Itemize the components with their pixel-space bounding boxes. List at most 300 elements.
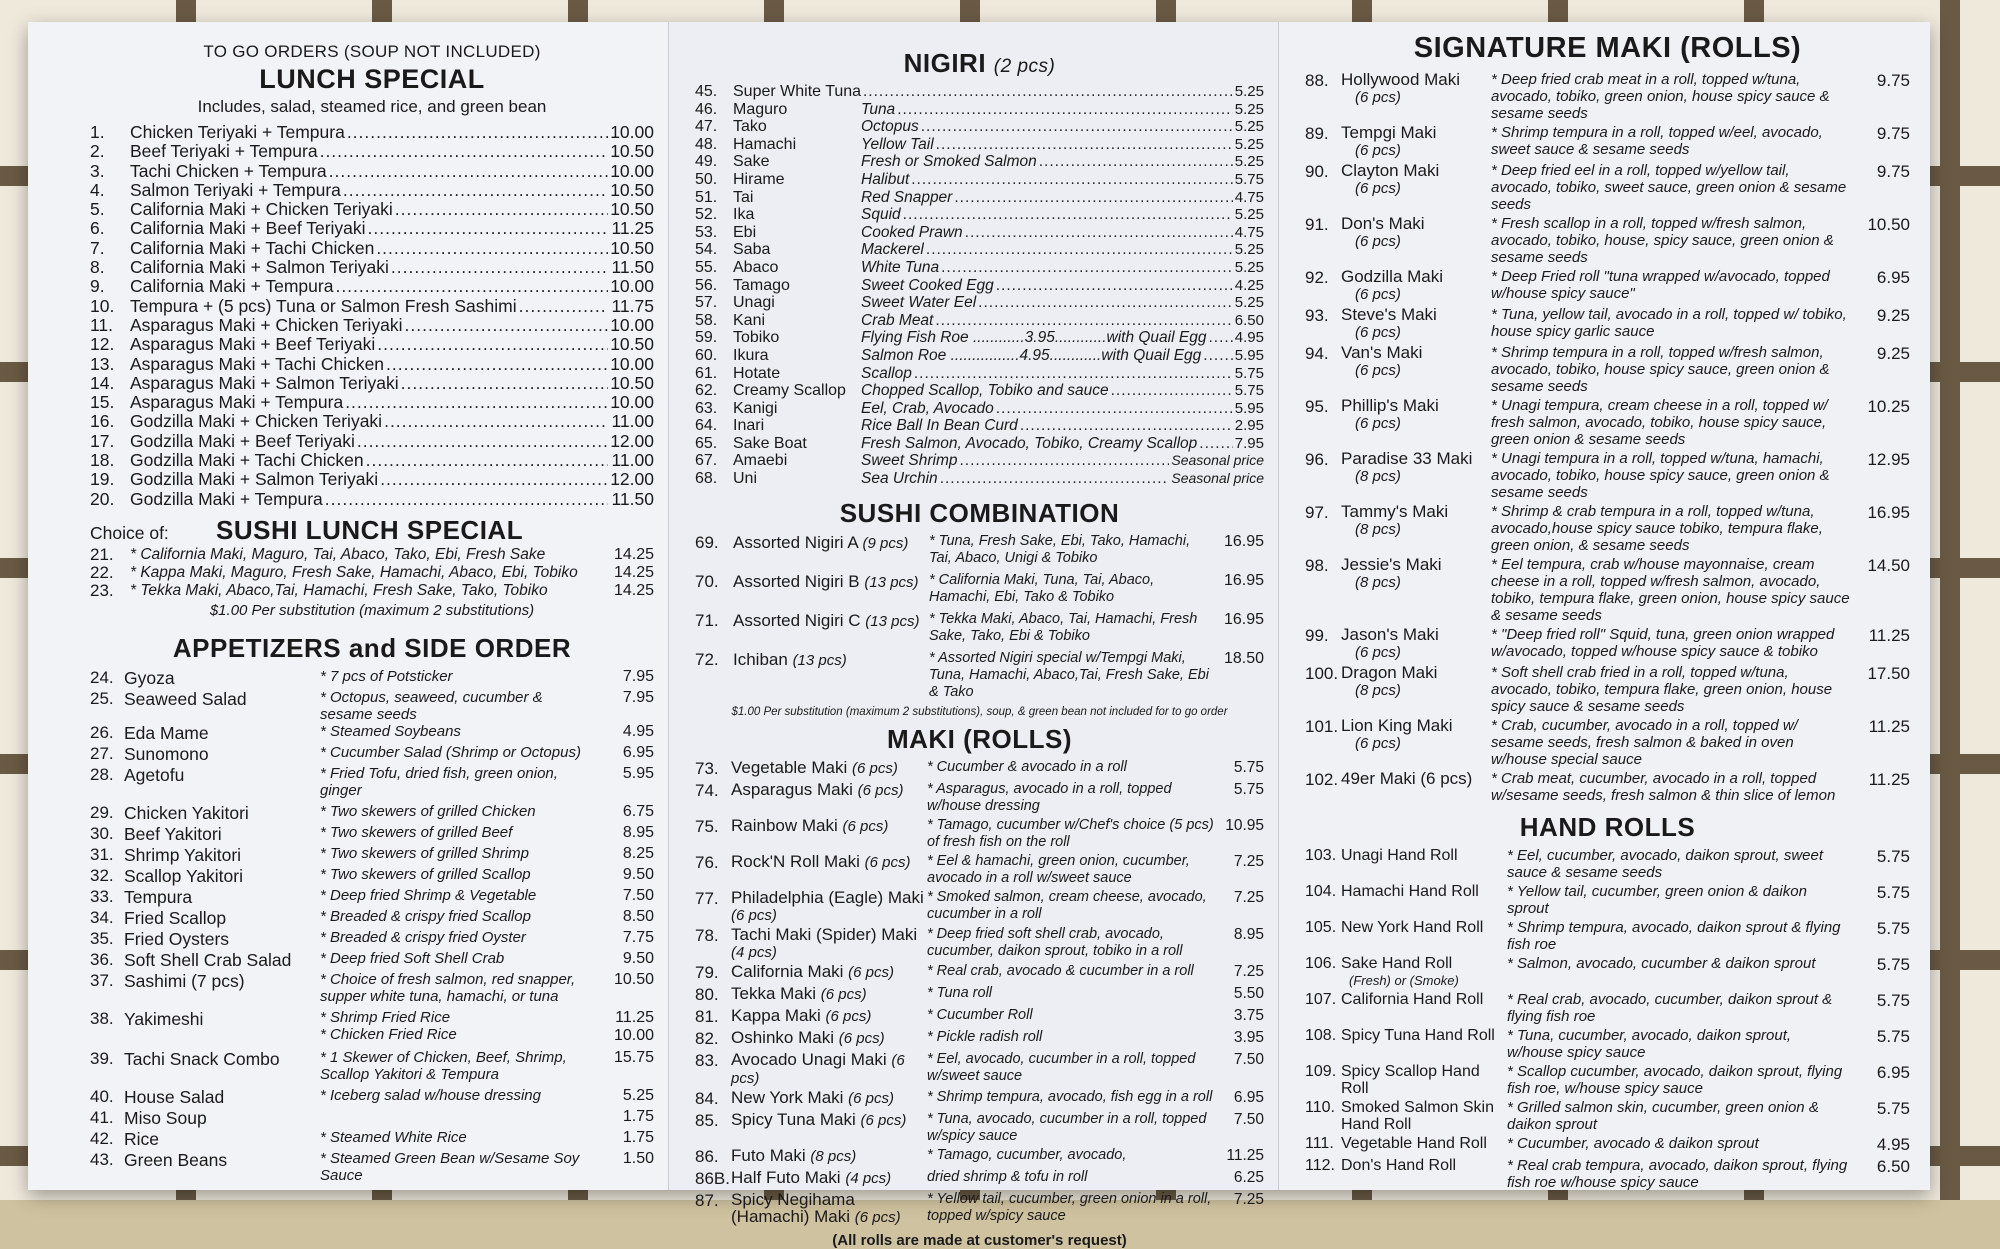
item-name-text: Tachi Maki (Spider) Maki (731, 924, 918, 944)
item-name (1341, 556, 1491, 624)
dot-leader (941, 259, 1233, 277)
dot-leader (903, 206, 1233, 224)
item-price: 5.75 (1876, 883, 1910, 902)
item-number: 70. (695, 571, 719, 591)
dot-leader (926, 241, 1233, 259)
item-price: 8.25 (622, 844, 654, 862)
item-name: Shrimp Yakitori (124, 844, 242, 865)
item-price: 9.75 (1876, 71, 1910, 90)
item-name-text: Spicy Tuna Hand Roll (1341, 1027, 1495, 1044)
item-description: Chopped Scallop, Tobiko and sauce (861, 382, 1109, 400)
nigiri-item (695, 329, 1264, 347)
item-name: Tamago (733, 276, 790, 294)
item-name-text: Godzilla Maki (1341, 267, 1444, 286)
item-name-text: Phillip's Maki (1341, 396, 1439, 415)
item-name (731, 1169, 927, 1189)
item-name: Kanigi (733, 399, 778, 417)
appetizer-item (90, 765, 654, 799)
nigiri-title-note: (2 pcs) (993, 56, 1056, 77)
item-name: Super White Tuna (733, 83, 862, 100)
item-description: Tuna (861, 100, 896, 118)
item-number: 45. (695, 83, 718, 100)
item-price: 10.50 (610, 237, 654, 258)
item-description: * Real crab, avocado, cucumber, daikon sprout & flying fish roe (1507, 991, 1833, 1025)
item-description: * Breaded & crispy fried Oyster (320, 928, 526, 946)
dot-leader (405, 316, 608, 335)
item-number: 102. (1305, 770, 1339, 789)
item-price: 5.25 (622, 1086, 654, 1104)
item-price: 7.25 (1233, 1190, 1264, 1208)
lunch-item (90, 181, 654, 200)
item-name (731, 1029, 927, 1049)
item-number: 10. (90, 295, 115, 316)
nigiri-item (695, 101, 1264, 119)
item-name-text: Lion King Maki (1341, 716, 1453, 735)
item-price: 9.50 (622, 865, 654, 883)
item-price: 5.25 (1234, 153, 1264, 171)
appetizer-item (90, 1009, 654, 1045)
maki-title: MAKI (ROLLS) (886, 723, 1073, 754)
item-name (731, 1051, 927, 1087)
item-name: California Maki + Tempura (130, 276, 334, 297)
item-name: Tempura (124, 886, 193, 907)
item-name: Eda Mame (124, 722, 209, 743)
item-number: 9. (90, 276, 105, 297)
item-price: 3.75 (1233, 1006, 1264, 1024)
item-number: 111. (1305, 1135, 1334, 1152)
dot-leader (1203, 347, 1233, 365)
item-name (1341, 1157, 1507, 1191)
nigiri-item (695, 153, 1264, 171)
lunch-item (90, 451, 654, 470)
item-piece-count: (4 pcs) (845, 1169, 892, 1187)
hand-rolls-title: HAND ROLLS (1519, 812, 1696, 842)
item-name (1341, 1063, 1507, 1097)
item-name: Asparagus Maki + Salmon Teriyaki (130, 372, 399, 393)
item-price: 4.95 (1876, 1135, 1910, 1154)
item-number: 21. (90, 544, 114, 564)
item-name (731, 1089, 927, 1109)
dot-leader (377, 335, 608, 354)
item-name: Tai (733, 188, 754, 206)
dot-leader (380, 470, 608, 489)
item-name-text: Assorted Nigiri B (733, 571, 860, 591)
item-name: Seaweed Salad (124, 688, 247, 709)
nigiri-list (695, 83, 1264, 488)
item-piece-count: (6 pcs) (1355, 415, 1401, 432)
item-description: * Cucumber Roll (927, 1006, 1033, 1023)
item-price: 12.00 (610, 469, 654, 490)
item-name: Amaebi (733, 452, 788, 470)
nigiri-item (695, 382, 1264, 400)
signature-maki-item (1305, 626, 1910, 662)
item-price: 8.50 (622, 907, 654, 925)
item-description: Fresh Salmon, Avocado, Tobiko, Creamy Scallop (861, 434, 1198, 452)
item-description: * Deep fried Shrimp & Vegetable (320, 886, 537, 904)
item-name-text: Don's Hand Roll (1341, 1157, 1457, 1174)
item-piece-count: (6 pcs) (820, 985, 867, 1003)
item-price: 10.95 (1225, 816, 1264, 834)
item-number: 99. (1305, 626, 1329, 645)
nigiri-item (695, 435, 1264, 453)
nigiri-item (695, 206, 1264, 224)
item-number: 3. (90, 160, 105, 181)
item-piece-count: (6 pcs) (842, 817, 889, 835)
item-name: Rice (124, 1128, 160, 1149)
item-name: Sake Boat (733, 434, 807, 452)
item-name: Asparagus Maki + Chicken Teriyaki (130, 314, 403, 335)
item-name-text: Half Futo Maki (731, 1167, 841, 1187)
item-number: 33. (90, 886, 114, 906)
item-description: Cooked Prawn (861, 223, 963, 241)
dot-leader (395, 200, 608, 219)
item-description: Salmon Roe ................4.95............with Quail Egg (861, 346, 1202, 364)
item-number: 26. (90, 722, 114, 742)
item-price: 11.25 (1226, 1146, 1264, 1164)
nigiri-title-text: NIGIRI (903, 48, 987, 78)
nigiri-item (695, 470, 1264, 488)
appetizer-item (90, 1129, 654, 1150)
item-description: * Tuna roll (927, 984, 993, 1001)
item-description: * Two skewers of grilled Shrimp (320, 844, 529, 862)
dot-leader (1208, 329, 1232, 347)
item-price: 11.50 (611, 488, 654, 509)
item-description: * Smoked salmon, cream cheese, avocado, cucumber in a roll (927, 888, 1207, 922)
item-description: * Scallop cucumber, avocado, daikon sprout, flying fish roe, w/house spicy sauce (1507, 1063, 1843, 1097)
item-name-text: Kappa Maki (731, 1005, 821, 1025)
item-name: Tachi Snack Combo (124, 1048, 280, 1069)
item-name-text: Sake Hand Roll (1341, 955, 1453, 972)
item-name (1341, 626, 1491, 662)
item-number: 34. (90, 907, 114, 927)
item-number: 48. (695, 135, 718, 153)
item-description: * Tuna, Fresh Sake, Ebi, Tako, Hamachi, Tai, Abaco, Unigi & Tobiko (929, 532, 1191, 566)
item-description: * Tekka Maki, Abaco,Tai, Hamachi, Fresh Sake, Tako, Tobiko (130, 581, 548, 599)
item-description: * Eel & hamachi, green onion, cucumber, avocado in a roll w/sweet sauce (927, 852, 1190, 886)
maki-item (695, 963, 1264, 983)
hand-roll-item (1305, 1027, 1910, 1061)
item-price: 5.95 (622, 764, 654, 782)
item-name: California Maki + Salmon Teriyaki (130, 257, 389, 278)
nigiri-item (695, 400, 1264, 418)
item-description: Fresh or Smoked Salmon (861, 153, 1037, 171)
signature-maki-item (1305, 215, 1910, 266)
item-number: 46. (695, 100, 718, 118)
hand-roll-item (1305, 955, 1910, 989)
item-number: 98. (1305, 556, 1329, 575)
item-price: 10.00 (610, 392, 654, 413)
lunch-item (90, 470, 654, 489)
item-price: 5.50 (1233, 984, 1264, 1002)
item-piece-count: (6 pcs) (848, 963, 895, 981)
combination-item (695, 650, 1264, 701)
item-price: 5.75 (1876, 847, 1910, 866)
item-name (1341, 847, 1507, 881)
item-name: Kani (733, 311, 766, 329)
item-number: 100. (1305, 664, 1339, 683)
hand-roll-item (1305, 847, 1910, 881)
item-price: 11.00 (611, 411, 654, 432)
item-name (731, 1147, 927, 1167)
nigiri-item (695, 294, 1264, 312)
choice-label: Choice of: (90, 522, 169, 543)
appetizers-title: APPETIZERS and SIDE ORDER (172, 632, 572, 663)
item-description: * Pickle radish roll (927, 1028, 1043, 1045)
lunch-item (90, 490, 654, 509)
item-number: 72. (695, 649, 719, 669)
item-name-text: Spicy Tuna Maki (731, 1109, 856, 1129)
item-description: * Deep fried eel in a roll, topped w/yellow tail, avocado, tobiko, sweet sauce, green onion & sesame seeds (1491, 162, 1847, 213)
item-name-text: Smoked Salmon Skin Hand Roll (1341, 1099, 1494, 1133)
item-description: * Tekka Maki, Abaco, Tai, Hamachi, Fresh Sake, Tako, Ebi & Tobiko (929, 610, 1198, 644)
item-description: dried shrimp & tofu in roll (927, 1168, 1088, 1185)
item-name-text: Vegetable Maki (731, 757, 848, 777)
item-name-text: Rock'N Roll Maki (731, 851, 860, 871)
item-description: Eel, Crab, Avocado (861, 399, 994, 417)
nigiri-item (695, 365, 1264, 383)
sushi-lunch-header (90, 515, 654, 546)
item-piece-count: (6 pcs) (857, 781, 904, 799)
item-number: 57. (695, 294, 718, 312)
appetizer-item (90, 929, 654, 950)
lunch-item (90, 355, 654, 374)
item-number: 110. (1305, 1099, 1335, 1116)
dot-leader (366, 451, 608, 470)
item-number: 16. (90, 411, 115, 432)
item-number: 55. (695, 258, 718, 276)
item-description: * Tuna, yellow tail, avocado in a roll, topped w/ tobiko, house spicy garlic sauce (1491, 306, 1847, 340)
item-name: Yakimeshi (124, 1008, 204, 1029)
signature-maki-item (1305, 717, 1910, 768)
item-name (1341, 1135, 1507, 1155)
item-piece-count: (6 pcs) (851, 759, 898, 777)
maki-item (695, 781, 1264, 815)
maki-item (695, 1051, 1264, 1087)
dot-leader (996, 400, 1233, 418)
item-number: 95. (1305, 397, 1329, 416)
item-name-text: Tammy's Maki (1341, 502, 1449, 521)
item-name (1341, 306, 1491, 342)
item-price: 4.75 (1234, 223, 1264, 241)
item-number: 1. (90, 122, 105, 142)
item-description: * Shrimp Fried Rice * Chicken Fried Rice (320, 1008, 457, 1043)
item-name: Ebi (733, 223, 757, 241)
appetizer-item (90, 866, 654, 887)
item-description: * 7 pcs of Potsticker (320, 667, 453, 685)
item-price: 5.75 (1234, 382, 1264, 400)
item-price: 14.25 (613, 545, 654, 563)
item-piece-count: (13 pcs) (865, 612, 920, 630)
item-description: * Eel, cucumber, avocado, daikon sprout, sweet sauce & sesame seeds (1507, 847, 1824, 881)
item-piece-count: (8 pcs) (810, 1147, 857, 1165)
item-piece-count: (6 pcs) (825, 1007, 872, 1025)
item-description: * Deep Fried roll "tuna wrapped w/avocado, topped w/house spicy sauce" (1491, 268, 1830, 302)
signature-maki-item (1305, 268, 1910, 304)
maki-item (695, 1111, 1264, 1145)
sushi-lunch-item (90, 582, 654, 600)
item-number: 41. (90, 1107, 114, 1127)
item-name (1341, 717, 1491, 768)
item-price: 8.95 (622, 823, 654, 841)
item-number: 64. (695, 417, 718, 435)
item-price: 11.25 (611, 218, 654, 239)
item-name (731, 889, 927, 924)
item-name: Saba (733, 241, 771, 259)
item-description: * Yellow tail, cucumber, green onion in a roll, topped w/spicy sauce (927, 1190, 1212, 1224)
dot-leader (959, 452, 1169, 470)
item-name-text: Oshinko Maki (731, 1027, 834, 1047)
item-description: * Crab, cucumber, avocado in a roll, topped w/ sesame seeds, fresh salmon & baked in oven w/house special sauce (1491, 717, 1798, 768)
item-name: Fried Scallop (124, 907, 227, 928)
item-price: 5.75 (1876, 919, 1910, 938)
dot-leader (897, 101, 1233, 119)
maki-item (695, 1147, 1264, 1167)
item-piece-count: (6 pcs) (1355, 89, 1401, 106)
item-name: Asparagus Maki + Beef Teriyaki (130, 334, 376, 355)
item-description: * Asparagus, avocado in a roll, topped w/house dressing (927, 780, 1172, 814)
item-number: 92. (1305, 268, 1329, 287)
item-number: 63. (695, 399, 718, 417)
item-piece-count: (6 pcs) (854, 1208, 901, 1226)
item-number: 71. (695, 610, 719, 630)
nigiri-item (695, 224, 1264, 242)
item-price: 5.25 (1234, 83, 1264, 100)
item-number: 82. (695, 1028, 719, 1048)
lunch-item (90, 393, 654, 412)
item-description: * Steamed Soybeans (320, 722, 461, 740)
item-description: * Unagi tempura in a roll, topped w/tuna, hamachi, avocado, tobiko, house spicy sauce, green onion & sesame seeds (1491, 450, 1830, 501)
item-name: Tachi Chicken + Tempura (130, 160, 327, 181)
item-name: Sake (733, 153, 770, 171)
item-name: California Maki + Tachi Chicken (130, 237, 375, 258)
item-name: Godzilla Maki + Tachi Chicken (130, 450, 364, 471)
item-price: Seasonal price (1171, 470, 1264, 487)
hand-rolls-list (1305, 847, 1910, 1191)
dot-leader (368, 219, 608, 238)
menu-panel-right (1278, 22, 1930, 1190)
item-name (1341, 450, 1491, 501)
item-piece-count: (6 pcs) (1355, 644, 1401, 661)
dot-leader (1020, 417, 1233, 435)
item-name: Unagi (733, 294, 775, 312)
item-name: Abaco (733, 258, 779, 276)
item-name: Beef Teriyaki + Tempura (130, 141, 318, 162)
item-price: 4.95 (1234, 329, 1264, 347)
item-description: * Shrimp tempura in a roll, topped w/eel, avocado, sweet sauce & sesame seeds (1491, 124, 1823, 158)
item-name (1341, 955, 1507, 989)
appetizer-item (90, 1087, 654, 1108)
item-description: * Kappa Maki, Maguro, Fresh Sake, Hamachi, Abaco, Ebi, Tobiko (130, 563, 578, 581)
sushi-combination-list (695, 533, 1264, 701)
item-price: 16.95 (1867, 503, 1910, 522)
item-number: 88. (1305, 71, 1329, 90)
item-name-text: California Hand Roll (1341, 991, 1484, 1008)
item-piece-count: (6 pcs) (1355, 180, 1401, 197)
item-name (731, 759, 927, 779)
signature-maki-list (1305, 71, 1910, 804)
item-description: * Deep fried crab meat in a roll, topped w/tuna, avocado, tobiko, green onion, house spicy sauce & sesame seeds (1491, 71, 1830, 122)
item-price: 17.50 (1867, 664, 1910, 683)
item-number: 85. (695, 1110, 719, 1130)
item-price: 7.50 (1233, 1110, 1264, 1128)
item-name-text: Philadelphia (Eagle) Maki (731, 887, 924, 907)
dot-leader (325, 490, 608, 509)
rolls-footer-note: (All rolls are made at customer's request) (832, 1231, 1127, 1249)
item-description: Mackerel (861, 241, 924, 259)
item-number: 93. (1305, 306, 1329, 325)
item-name: Ika (733, 206, 755, 224)
item-piece-count: (9 pcs) (862, 534, 909, 552)
item-price: 4.75 (1234, 188, 1264, 206)
appetizer-item (90, 744, 654, 765)
item-piece-count: (6 pcs) (838, 1029, 885, 1047)
item-number: 22. (90, 562, 114, 582)
item-name-text: Clayton Maki (1341, 161, 1440, 180)
item-piece-count: (8 pcs) (1355, 682, 1401, 699)
dot-leader (996, 277, 1233, 295)
item-price: 1.50 (622, 1149, 654, 1167)
item-price: 9.25 (1876, 344, 1910, 363)
item-name-text: Ichiban (733, 649, 788, 669)
item-number: 112. (1305, 1157, 1335, 1174)
item-price: 6.25 (1233, 1168, 1264, 1186)
appetizer-item (90, 950, 654, 971)
dot-leader (519, 297, 608, 316)
item-number: 35. (90, 928, 114, 948)
item-description: * Tamago, cucumber w/Chef's choice (5 pcs) of fresh fish on the roll (927, 816, 1214, 850)
item-name: Gyoza (124, 667, 175, 688)
item-name-text: Unagi Hand Roll (1341, 847, 1458, 864)
item-price: 5.75 (1233, 758, 1264, 776)
item-number: 14. (90, 372, 115, 393)
item-name: Salmon Teriyaki + Tempura (130, 179, 341, 200)
item-price: 6.75 (622, 802, 654, 820)
item-number: 39. (90, 1048, 114, 1068)
item-number: 104. (1305, 883, 1337, 900)
item-price: 14.50 (1867, 556, 1910, 575)
maki-item (695, 985, 1264, 1005)
item-description: * Deep fried soft shell crab, avocado, cucumber, daikon sprout, tobiko in a roll (927, 925, 1183, 959)
item-name-text: Futo Maki (731, 1145, 806, 1165)
lunch-item (90, 142, 654, 161)
item-price: 11.25 (1868, 770, 1910, 789)
item-description: * Soft shell crab fried in a roll, topped w/tuna, avocado, tobiko, tempura flake, green onion, house spicy sauce & sesame seeds (1491, 664, 1833, 715)
item-price: 6.95 (1233, 1088, 1264, 1106)
dot-leader (347, 123, 608, 142)
item-price: 5.75 (1876, 955, 1910, 974)
dot-leader (978, 294, 1233, 312)
item-description: Halibut (861, 170, 910, 188)
item-name-text: Hamachi Hand Roll (1341, 883, 1479, 900)
lunch-item (90, 123, 654, 142)
item-description: * "Deep fried roll" Squid, tuna, green onion wrapped w/avocado, topped w/house spicy sauce & tobiko (1491, 626, 1835, 660)
item-name: Tako (733, 118, 767, 136)
item-description: * Shrimp tempura in a roll, topped w/fresh salmon, avocado, tobiko, house spicy sauce, green onion & sesame seeds (1491, 344, 1830, 395)
item-number: 7. (90, 237, 105, 258)
item-name (731, 781, 927, 815)
item-price: 5.25 (1234, 241, 1264, 259)
item-number: 79. (695, 962, 719, 982)
item-name-text: Asparagus Maki (731, 779, 853, 799)
sushi-lunch-title: SUSHI LUNCH SPECIAL (216, 514, 524, 545)
dot-leader (1199, 435, 1233, 453)
item-price: 6.50 (1234, 311, 1264, 329)
item-price: 10.00 (610, 353, 654, 374)
item-number: 87. (695, 1190, 719, 1210)
nigiri-item (695, 83, 1264, 101)
dot-leader (921, 118, 1233, 136)
substitution-note: $1.00 Per substitution (maximum 2 substitutions) (209, 601, 535, 619)
